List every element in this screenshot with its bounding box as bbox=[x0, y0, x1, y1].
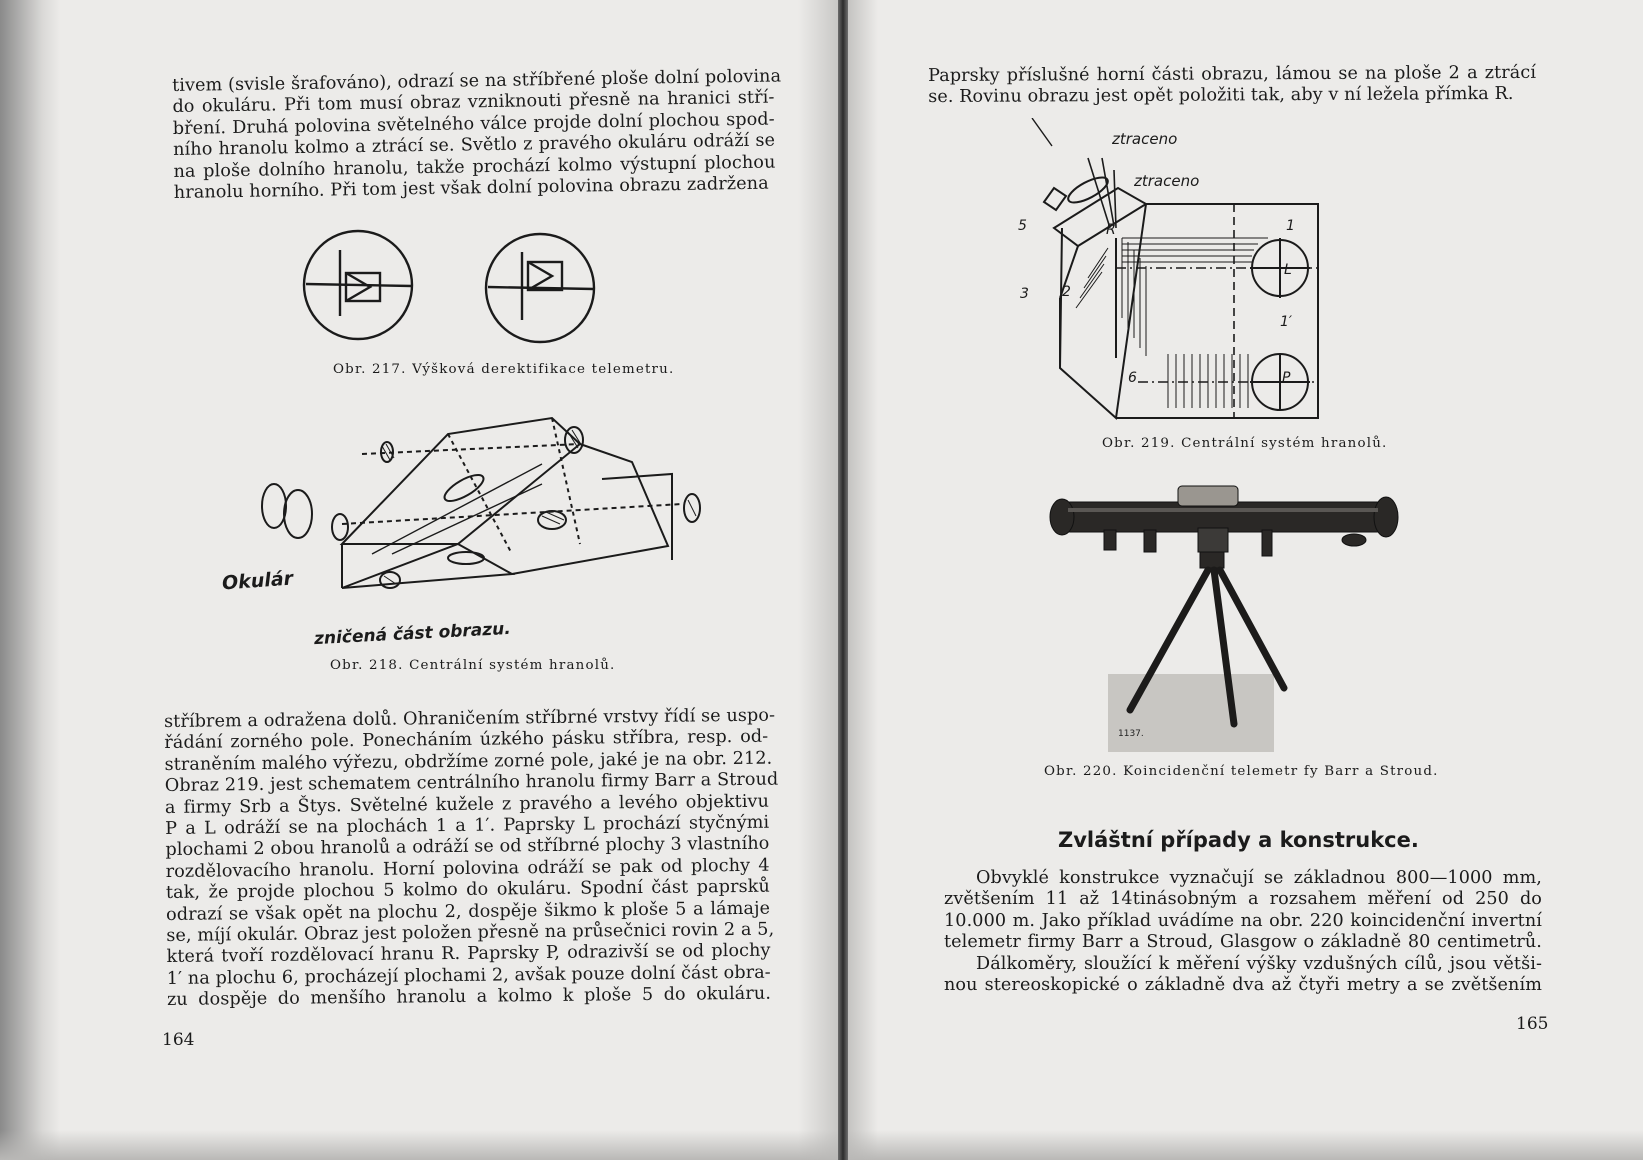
text-line: plochami 2 obou hranolů a odráží se od stříbrné plochy 3 vlastního bbox=[165, 834, 770, 861]
figure-219-label-R: R bbox=[1106, 222, 1116, 238]
book-spine bbox=[838, 0, 848, 1160]
text-line: tivem (svisle šrafováno), odrazí se na stříbřené ploše dolní polovina bbox=[172, 66, 782, 96]
gutter-shadow bbox=[798, 0, 838, 1160]
right-paragraph-top bbox=[928, 63, 1536, 109]
text-line: nou stereoskopické o základně dva až čtyři metry a se zvětšením bbox=[944, 975, 1542, 996]
text-line: hranolu horního. Při tom jest však dolní polovina obrazu zadržena bbox=[173, 173, 769, 204]
text-line: tak, že projde plochou 5 kolmo do okuláru. Spodní část paprsků bbox=[165, 876, 770, 904]
figure-219-label-lost-1: ztraceno bbox=[1112, 130, 1178, 148]
text-line: zvětšením 11 až 14tinásobným a rozsahem měření od 250 do bbox=[944, 889, 1542, 910]
figure-219-label-6: 6 bbox=[1128, 370, 1137, 386]
page-edge-shadow bbox=[0, 0, 60, 1160]
figure-220-caption: Obr. 220. Koincidenční telemetr fy Barr a Stroud. bbox=[1044, 764, 1439, 779]
section-heading: Zvláštní případy a konstrukce. bbox=[1058, 828, 1419, 852]
left-paragraph-top bbox=[172, 66, 782, 205]
figure-219-label-5: 5 bbox=[1018, 218, 1027, 234]
figure-219-label-3: 3 bbox=[1020, 286, 1029, 302]
figure-219-label-1-prime: 1′ bbox=[1280, 314, 1293, 330]
text-line: zu dospěje do menšího hranolu a kolmo k ploše 5 do okuláru. bbox=[166, 983, 772, 1011]
figure-218-label-destroyed: zničená část obrazu. bbox=[313, 618, 512, 650]
figure-217-caption: Obr. 217. Výšková derektifikace telemetru. bbox=[333, 362, 675, 377]
text-line: se. Rovinu obrazu jest opět položiti tak, aby v ní ležela přímka R. bbox=[928, 84, 1514, 108]
text-line: odrazí se však opět na plochu 2, dospěje šikmo k ploše 5 a lámaje bbox=[166, 898, 771, 925]
bottom-shadow bbox=[0, 1130, 838, 1160]
text-line: stříbrem a odražena dolů. Ohraničením stříbrné vrstvy řídí se uspo- bbox=[164, 705, 776, 732]
page-number-right: 165 bbox=[1516, 1014, 1549, 1034]
text-line: a firmy Srb a Štys. Světelné kužele z pravého a levého objektivu bbox=[164, 791, 770, 818]
text-line: P a L odráží se na plochách 1 a 1′. Paprsky L prochází styčnými bbox=[165, 812, 770, 840]
right-page bbox=[848, 0, 1643, 1160]
rangefinder-photo bbox=[1048, 478, 1408, 758]
text-line: 10.000 m. Jako příklad uvádíme na obr. 220 koincidenční invertní bbox=[944, 910, 1542, 931]
figure-218-caption: Obr. 218. Centrální systém hranolů. bbox=[330, 658, 616, 673]
left-paragraph-bottom bbox=[164, 705, 779, 1012]
figure-219-caption: Obr. 219. Centrální systém hranolů. bbox=[1102, 436, 1388, 451]
figure-219-label-lost-2: ztraceno bbox=[1134, 172, 1200, 190]
text-line: se, míjí okulár. Obraz jest položen přesně na průsečnici rovin 2 a 5, bbox=[166, 919, 775, 947]
text-line: Dálkoměry, sloužící k měření výšky vzdušných cílů, jsou větši- bbox=[976, 953, 1542, 974]
text-line: která tvoří rozdělovací hranu R. Paprsky P, odrazivší se od plochy bbox=[166, 941, 771, 968]
text-line: 1′ na plochu 6, procházejí plochami 2, avšak pouze dolní část obra- bbox=[166, 962, 771, 989]
page-number-left: 164 bbox=[162, 1030, 195, 1050]
figure-218-drawing bbox=[212, 404, 732, 644]
text-line: telemetr firmy Barr a Stroud, Glasgow o základně 80 centimetrů. bbox=[944, 932, 1542, 953]
figure-218 bbox=[212, 404, 732, 644]
figure-219-label-2: 2 bbox=[1062, 284, 1071, 300]
figure-218-label-eyepiece: Okulár bbox=[221, 567, 294, 595]
text-line: ního hranolu kolmo a ztrácí se. Světlo z pravého okuláru odráží se bbox=[173, 130, 776, 161]
figure-219-label-1: 1 bbox=[1286, 218, 1295, 234]
text-line: Obraz 219. jest schematem centrálního hranolu firmy Barr a Stroud bbox=[164, 769, 779, 797]
figure-220-photo bbox=[1048, 478, 1408, 758]
text-line: rozdělovacího hranolu. Horní polovina odráží se pak od plochy 4 bbox=[165, 855, 770, 882]
text-line: bření. Druhá polovina světelného válce projde dolní plochou spod- bbox=[172, 109, 775, 139]
figure-217 bbox=[300, 228, 640, 350]
text-line: Obvyklé konstrukce vyznačují se základnou 800—1000 mm, bbox=[976, 868, 1542, 888]
text-line: na ploše dolního hranolu, takže prochází kolmo výstupní plochou bbox=[173, 152, 776, 182]
plate-number: 1137. bbox=[1118, 729, 1144, 739]
figure-219-label-L: L bbox=[1284, 262, 1292, 278]
figure-217-drawing bbox=[300, 228, 640, 350]
figure-219-label-P: P bbox=[1282, 370, 1291, 386]
text-line: do okuláru. Při tom musí obraz vzniknouti přesně na hranici stří- bbox=[172, 87, 775, 118]
text-line: Paprsky příslušné horní části obrazu, lámou se na ploše 2 a ztrácí bbox=[928, 62, 1537, 86]
text-line: straněním malého výřezu, obdržíme zorné pole, jaké je na obr. 212. bbox=[164, 748, 773, 775]
bottom-shadow bbox=[848, 1130, 1643, 1160]
text-line: řádání zorného pole. Ponecháním úzkého pásku stříbra, resp. od- bbox=[164, 727, 769, 754]
gutter-shadow bbox=[848, 0, 878, 1160]
right-paragraph-bottom bbox=[944, 868, 1542, 996]
